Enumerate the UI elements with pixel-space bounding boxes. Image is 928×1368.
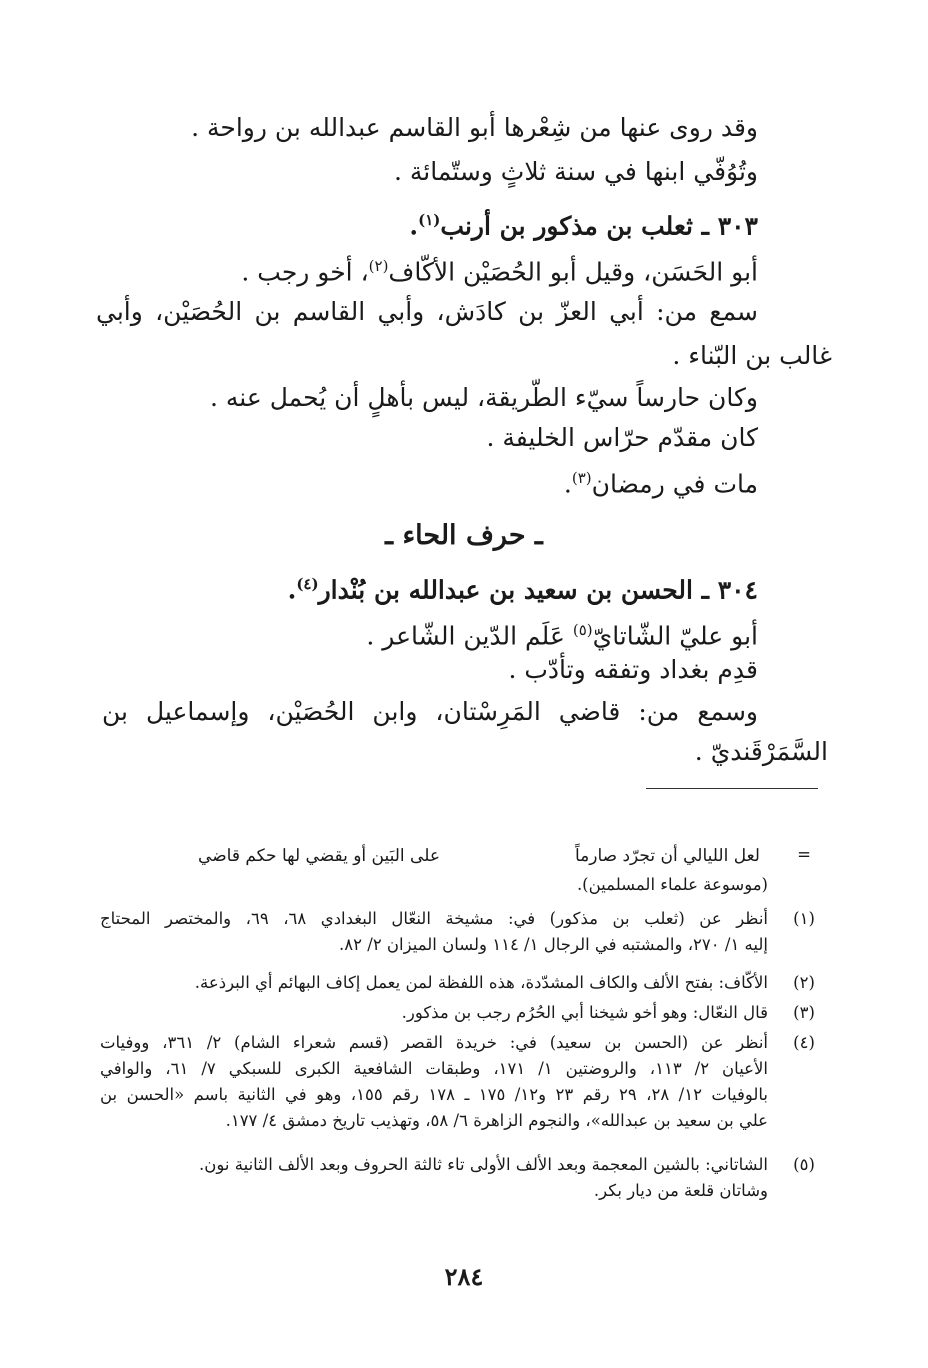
text-line: وقد روى عنها من شِعْرها أبو القاسم عبدالله بن رواحة . [191,113,758,142]
footnote-ref: (٣) [571,469,592,487]
poem-hemistich-second: على البَين أو يقضي لها حكم قاضي [198,846,440,866]
footnote-ref: (٥) [572,621,593,639]
entry-303-heading: ٣٠٣ ـ ثعلب بن مذكور بن أرنب$^{(١)}$. [409,211,758,241]
footnote-2: (٢) الأكّاف: بفتح الألف والكاف المشدّدة، هذه اللفظة لمن يعمل إكاف البهائم أي البرذعة. [100,970,828,996]
footnote-3: (٣) قال النعّال: وهو أخو شيخنا أبي الحُرُم رجب بن مذكور. [100,1000,828,1026]
text-line: قدِم بغداد وتفقه وتأدّب . [508,655,758,684]
text-line: سمع من: أبي العزّ بن كادَش، وأبي القاسم بن الحُصَيْن، وأبي [96,297,758,326]
text-line: أبو الحَسَن، وقيل أبو الحُصَيْن الأكّاف$^{(٢)}$، أخو رجب . [241,257,758,287]
text-line: وسمع من: قاضي المَرِسْتان، وابن الحُصَيْن، وإسماعيل بن [102,697,758,726]
footnote-4: (٤) أنظر عن (الحسن بن سعيد) في: خريدة القصر (قسم شعراء الشام) ٢/ ٣٦١، ووفيات الأعيان ٢/ ١١٣، والروضتين ١/ ١٧١، وطبقات الشافعية الكبرى للسبكي ٧/ ٦١، والوافي بالوفيات ١٢/ ٢٨، ٢٩ رقم ٢٣ و١٢/ ١٧٥ ـ ١٧٨ رقم ١٥٥، وهو في الثانية باسم «الحسن بن علي بن سعيد بن عبدالله»، والنجوم الزاهرة ٦/ ٥٨، وتهذيب تاريخ دمشق ٤/ ١٧٧. [100,1030,828,1134]
footnote-ref: (٢) [368,257,389,275]
text-line: وكان حارساً سيّء الطّريقة، ليس بأهلٍ أن يُحمل عنه . [210,383,758,412]
text-line: كان مقدّم حرّاس الخليفة . [486,423,758,452]
poem-hemistich-first: لعل الليالي أن تجرّد صارماً [574,846,760,866]
footnote-number: (٥) [793,1155,815,1174]
footnote-number: (٢) [793,973,815,992]
footnote-5: (٥) الشاتاني: بالشين المعجمة وبعد الألف الأولى تاء ثالثة الحروف وبعد الألف الثانية نون. وشاتان قلعة من ديار بكر. [100,1152,828,1204]
text-line: مات في رمضان$^{(٣)}$. [563,469,758,499]
footnote-ref: (٤) [296,575,319,593]
footnote-1: (١) أنظر عن (ثعلب بن مذكور) في: مشيخة النعّال البغدادي ٦٨، ٦٩، والمختصر المحتاج إليه ١/ ٢٧٠، والمشتبه في الرجال ١/ ١١٤ ولسان الميزان ٢/ ٨٢. [100,906,828,958]
footnote-number: (٣) [793,1003,815,1022]
footnote-number: (٤) [793,1033,815,1052]
footnote-number: (١) [793,909,815,928]
continuation-mark: = [797,845,811,864]
text-line: وتُوُفّي ابنها في سنة ثلاثٍ وستّمائة . [393,157,758,186]
footnote-ref: (١) [418,211,441,229]
entry-304-heading: ٣٠٤ ـ الحسن بن سعيد بن عبدالله بن بُنْدار$^{(٤)}$. [287,575,758,605]
footnote-separator [646,788,818,789]
section-heading: ـ حرف الحاء ـ [385,520,543,551]
footnote-source: (موسوعة علماء المسلمين). [576,875,768,894]
text-line: أبو عليّ الشّاتايّ$^{(٥)}$ عَلَم الدّين الشّاعر . [366,621,758,651]
page-number: ٢٨٤ [444,1262,484,1291]
text-line: غالب بن البّناء . [672,341,832,370]
text-line: السَّمَرْقَنديّ . [694,737,828,766]
